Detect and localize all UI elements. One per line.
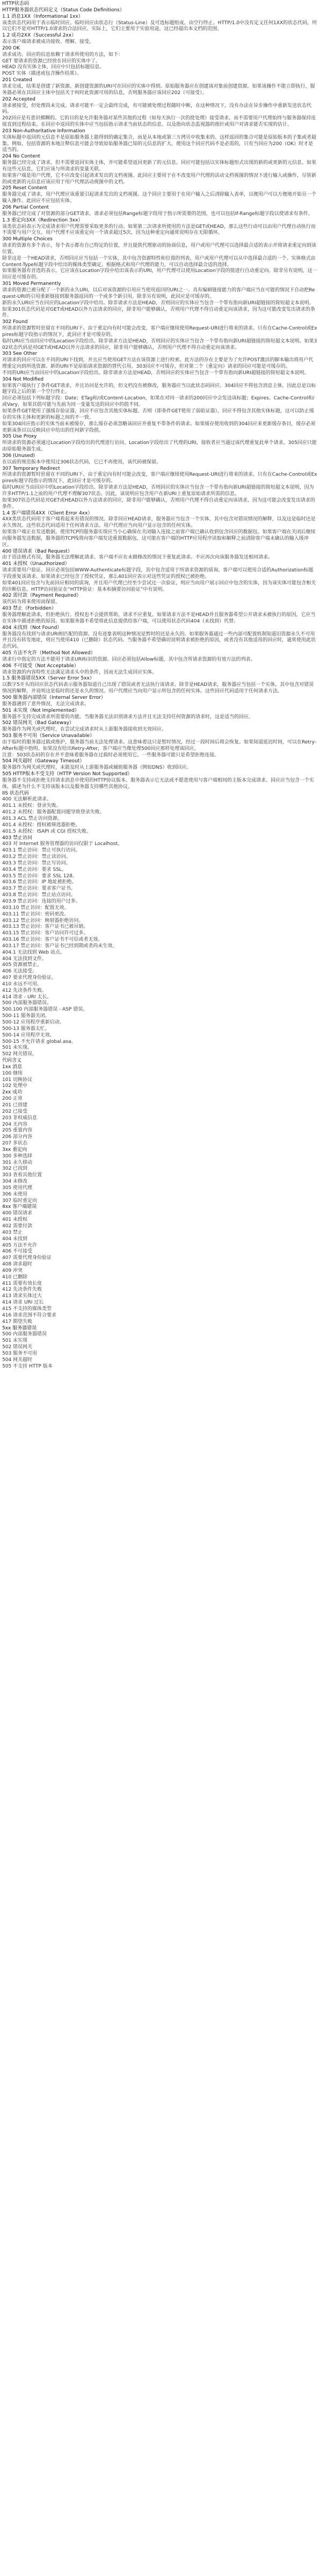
- section-heading: 201 Created: [2, 77, 32, 83]
- section-heading: 1.4 客户端错误4XX（Client Error 4xx）: [2, 510, 93, 516]
- text-line: 415 不支持的媒体类型: [2, 1306, 52, 1312]
- text-line: 501 未实现。: [2, 1045, 33, 1051]
- text-line: 500.100 内部服务器错误 - ASP 错误。: [2, 1007, 88, 1013]
- text-line: 302 已找到: [2, 1166, 28, 1172]
- section-heading: 307 Temporary Redirect: [2, 466, 60, 471]
- text-line: 500-12 应用程序重新启动。: [2, 1020, 64, 1025]
- text-line: 403.1 禁止访问：禁止可执行访问。: [2, 848, 81, 854]
- text-line: 不同的URI应当由回应中的Location字段给出。除非请求方法是HEAD，否则回应的实体应当包含一个带有指向新URI超链接的简短超文本说明。: [2, 370, 309, 376]
- text-line: 服务器不支持完成请求所需要的功能。当服务器无法识别请求方法并且无法支持任何资源的请求时，这是适当的回应。: [2, 714, 254, 720]
- text-line: 300 多种选择: [2, 1153, 33, 1159]
- text-line: 在以前的规范版本中使用过306状态代码，它已不再使用，该代码被保留。: [2, 459, 162, 465]
- text-line: 服务器不支持或拒绝支持请求消息中使用的HTTP协议版本。服务器表示它无法或不愿意使用与客户端相同的主版本完成请求。回应应当包含一个实体，描述为什么不支持该版本以及服务器支持哪些其他协议。: [2, 777, 315, 790]
- text-line: 408 请求超时: [2, 1262, 33, 1268]
- text-line: 如果客户端执行了条件GET请求，并且访问是允许的，但文档没有被修改，服务器应当以此状态码回应。304回应不得包含消息主体，因此总是以标题字段之后的第一个空行终止。: [2, 383, 316, 395]
- section-heading: 404 未找到（Not Found）: [2, 625, 62, 631]
- section-heading: 403 禁止（Forbidden）: [2, 606, 56, 612]
- text-line: 301 永久移动: [2, 1160, 33, 1165]
- text-line: 404.1 无法找到 Web 站点。: [2, 949, 65, 955]
- text-line: 403.7 禁止访问：要求客户证书。: [2, 886, 76, 892]
- text-line: 307 临时重定向: [2, 1198, 38, 1204]
- text-line: 请求成功。回应的信息依赖于请求所使用的方法，如下：: [2, 52, 123, 58]
- text-line: 410 已删除: [2, 1274, 28, 1280]
- text-line: 404 无法找到文件。: [2, 956, 47, 962]
- text-line: 403.8 禁止访问：禁止站点访问。: [2, 892, 76, 898]
- section-heading: 205 Reset Content: [2, 185, 47, 191]
- text-line: 500 内部服务器错误。: [2, 1000, 52, 1006]
- section-heading: 505 HTTP版本不受支持（HTTP Version Not Supported）: [2, 771, 133, 777]
- text-line: HEAD 没有实体主体，回应中只包括标题信息。: [2, 65, 105, 70]
- text-line: 服务器作为网关或代理时，未能及时从上游服务器或辅助服务器（例如DNS）收到回应。: [2, 765, 192, 771]
- section-heading: 405 方法不允许（Method Not Allowed）: [2, 650, 96, 656]
- text-line: 403.13 禁止访问：客户证书已被吊销。: [2, 924, 89, 930]
- text-line: 如果301状态代码是对GET或HEAD以外方法请求的回应，除非用户能够确认，否则用户代理不得自动重定向该请求，因为这可能改变发出请求的条件。: [2, 306, 315, 319]
- text-line: 如果304回应指示的实体当前未被缓存，那么缓存必须忽略该回应并重复不带条件的请求。如果缓存使用收到的304回应来更新缓存条目，缓存必须更新该条目以反映回应中给出的任何新字段值。: [2, 421, 316, 433]
- section-heading: 503 服务不可用（Service Unavailable）: [2, 733, 95, 739]
- text-line: 401.5 未授权：ISAPI 或 CGI 授权失败。: [2, 828, 91, 834]
- text-line: 服务器没有找到与请求URI相匹配的资源。没有迹象表明这种情况是暂时的还是永久的。如果服务器通过一些内部可配置机制知道旧资源永久不可用并且没有转发地址，则应当使用410（已删除）状态代码。当服务器不希望确切说明请求被拒绝的原因，或者没有其他适用的回应时，通常使用此状态代码。: [2, 631, 316, 650]
- text-line: 205 重置内容: [2, 1128, 33, 1134]
- text-line: 由于语法格式有误，服务器无法理解此请求。客户端不应在未做修改的情况下重复此请求。不应再次向该服务器发送相同请求。: [2, 555, 273, 561]
- text-line: 403 对 Internet 服务管理器的访问仅限于 Localhost。: [2, 841, 123, 847]
- text-line: 203 非权威信息: [2, 1115, 38, 1121]
- text-line: 服务器遇到了意外情况，无法完成请求。: [2, 701, 90, 707]
- section-heading: 203 Non-Authoritative Information: [2, 128, 85, 134]
- section-heading: 501 未实现（Not Implemented）: [2, 707, 79, 713]
- text-line: 404 未找到: [2, 1236, 28, 1242]
- text-line: 305 使用代理: [2, 1185, 33, 1191]
- text-line: 102 处理中: [2, 1083, 28, 1089]
- text-line: 表示客户端请求被成功接收、理解、接受。: [2, 39, 94, 45]
- section-heading: 1xx 消息: [2, 1064, 23, 1070]
- section-heading: 204 No Content: [2, 154, 40, 160]
- text-line: 除非这是一个HEAD请求，否则回应应当包括一个实体，其中包含资源特性和位置的列表，用户或用户代理可以从中选择最合适的一个。实体格式由Content-Type标题字段中给出的媒体类型确定。根据格式和用户代理的能力，可以自动选择最合适的选择。: [2, 255, 316, 268]
- text-line: 请求资源的内容特性无法满足请求头中的条件，因而无法生成回应实体。: [2, 669, 157, 675]
- text-line: 401.4 未授权：授权被筛选器拒绝。: [2, 822, 81, 828]
- text-line: 202回应是有意识模糊的。它的目的是允许服务器对某些其他的过程（如每天执行一次的批处理）接受请求，而不需要用户代理始终与服务器保持连接直到过程结束。在回应中返回的实体中应当包括指示请求当前状态的信息、以及指向状态监视器的指针或用户对请求能否实现的估计。: [2, 116, 316, 128]
- section-heading: 502 错误网关（Bad Gateway）: [2, 720, 75, 726]
- section-heading: 1.3 重定向3XX（Redirection 3xx）: [2, 217, 83, 223]
- section-heading: 1.1 消息1XX（Informational 1xx）: [2, 13, 83, 19]
- text-line: 临时URI应当由回应中的Location字段给出。除非请求方法是HEAD，否则回应的实体应当包含一个带有指向新URI超链接的简短超文本说明，因为许多HTTP/1.1之前的用户代理不理解307状态。因此，该说明应包含用户在新URI上重复原始请求所需的信息。: [2, 485, 314, 497]
- text-line: 414 请求 - URI 太长。: [2, 994, 52, 1000]
- text-line: 所请求的资源暂时驻留在不同的URI下。由于重定向有时可能会改变，客户端应继续使用Request-URI进行将来的请求。只有在Cache-Control或Expires标题字段指示的情况下，此回应才是可缓存的。: [2, 326, 317, 338]
- section-heading: 305 Use Proxy: [2, 434, 37, 440]
- text-line: 如果条件GET使用了强缓存验证器，回应不应包含其他实体标题。否则（即条件GET使用了弱验证器），回应不得包含其他实体标题，这可以防止缓存的实体主体和更新的标题之间的不一致。: [2, 409, 314, 420]
- text-line: 403.11 禁止访问：密码更改。: [2, 911, 69, 917]
- text-line: 403.10 禁止访问：配置无效。: [2, 905, 69, 911]
- text-line: 403.16 禁止访问：客户证书不可信或者无效。: [2, 937, 103, 943]
- text-line: 401.1 未授权：登录失败。: [2, 803, 61, 809]
- text-line: 临时URI应当由回应中的Location字段给出。除非请求方法是HEAD，否则回应的实体应当包含一个带有指向新URI超链接的简短超文本说明。如果302状态代码是对GET或HEAD以外方法请求的回应，除非用户能够确认，否则用户代理不得自动重定向该请求。: [2, 338, 317, 350]
- text-line: 306 未使用: [2, 1191, 28, 1197]
- text-line: 406 无法接受。: [2, 969, 38, 975]
- text-line: 如果客户端正在发送数据，使用TCP的服务器实现应当小心确保在关闭输入连接之前客户端已确认收到包含回应的数据包。如果客户端在关闭后继续向服务器发送数据，服务器的TCP栈将向客户端发送重置数据包，这可能在客户端的HTTP应用程序读取和解释之前清除客户端未确认的输入缓冲区。: [2, 529, 316, 548]
- text-line: 101 切换协议: [2, 1077, 33, 1083]
- text-line: 该类状态码表示为完成请求用户代理需要采取更多的行动。如果第二次请求所使用的方法是GET或HEAD，那么这些行动可以由用户代理自动执行而不需要与用户交互。用户代理不应该重定向一个请求超过5次，因为这种重定向通常说明存在无限循环。: [2, 224, 316, 236]
- text-line: 请求被接受，但处理尚未完成。请求可能不一定会最终完成，有可能被处理过程随时中断，在这种情况下，没有办法在异步操作中重新发送状态代码。: [2, 103, 312, 115]
- text-line: 所请求的资源暂时驻留在不同的URI下。由于重定向有时可能会改变，客户端应继续使用Request-URI进行将来的请求。只有在Cache-Control或Expires标题字段指示的情况下，此回应才是可缓存的。: [2, 472, 317, 484]
- text-line: 该类状态代码用于表示临时回应。临时回应由状态行（Status-Line）及可选标题组成，由空行终止。HTTP/1.0中没有定义任何1XX的状态代码，所以它们不是对HTTP/1.0请求的合法回应。实际上，它们主要用于实验用途，这已经超出本文档的范围。: [2, 20, 317, 32]
- text-line: 403.3 禁止访问：禁止写访问。: [2, 860, 71, 866]
- text-line: 417 期望失败: [2, 1319, 33, 1325]
- section-heading: HTTP服务器状态代码定义（Status Code Definitions）: [2, 7, 125, 13]
- text-line: 500-13 服务器太忙。: [2, 1026, 50, 1032]
- section-heading: 303 See Other: [2, 351, 38, 357]
- section-heading: 406 不可接受（Not Acceptable）: [2, 663, 79, 669]
- text-line: 410 永远不可用。: [2, 981, 42, 987]
- text-line: 304 未修改: [2, 1179, 28, 1185]
- text-line: 如果客户端是用户代理，它不应改变引起请求发出的文档视图。此回应主要用于在不改变用户代理的活动文档视图的情况下进行输入或操作，尽管新的或更新的元信息应该应用于用户代理活动视图中的文档。: [2, 173, 317, 185]
- text-line: 303 查看其他位置: [2, 1172, 42, 1178]
- text-line: GET 要请求的资源已经放在回应的实体中了。: [2, 58, 101, 64]
- section-heading: 1.5 服务器错误5XX（Server Error 5xx）: [2, 676, 94, 682]
- section-heading: 304 Not Modified: [2, 376, 44, 382]
- section-heading: 202 Accepted: [2, 96, 35, 102]
- text-line: 401.2 未授权：服务器配置问题导致登录失败。: [2, 810, 105, 815]
- text-line: 对请求的回应可以在不同的URI下找到，并且应当使用GET方法在该资源上进行检索。此方法的存在主要是为了允许POST激活的脚本输出将用户代理重定向到所选资源。新的URI不是原始请求资源的替代引用。303回应不可缓存，但对第二个（重定向）请求的回应可能是可缓存的。: [2, 357, 314, 370]
- section-heading: 302 Found: [2, 319, 28, 325]
- text-line: 207 多状态: [2, 1141, 28, 1147]
- text-line: 412 先决条件失败: [2, 1287, 42, 1293]
- text-line: 403 禁止: [2, 1229, 23, 1235]
- text-line: 403.12 禁止访问：映射器拒绝访问。: [2, 918, 84, 924]
- text-line: 412 先决条件失败。: [2, 988, 47, 993]
- text-line: 如果401回应包含与先前回应相同的质询，并且用户代理已经至少尝试过一次验证，则应当向用户展示回应中包含的实体，因为该实体可能包含相关的诊断信息。HTTP访问验证在“HTTP验证：基本和摘要访问验证”中有说明。: [2, 580, 316, 592]
- section-heading: IIS 状态代码: [2, 790, 29, 796]
- text-line: 201 已创建: [2, 1102, 28, 1108]
- text-line: 以数字5开头的回应状态代码表示服务器知道自己出现了错误或者无法执行该请求。除非是HEAD请求，服务器应当包括一个实体，其中包含对错误情况的解释，并说明这是临时的还是永久的情况。用户代理应当向用户显示所包含的任何实体。这些回应代码适用于任何请求方法。: [2, 682, 314, 695]
- section-heading: 206 Partial Content: [2, 205, 49, 210]
- text-line: 414 请求 URI 过长: [2, 1300, 44, 1306]
- text-line: 403.5 禁止访问：要求 SSL 128。: [2, 873, 77, 879]
- text-line: 502 错误网关: [2, 1344, 33, 1350]
- text-line: 实体标题中返回的元信息不是原始服务器上能得到的确定集合，而是从本地或第三方拷贝中收集来的。这样返回的集合可能是原始版本的子集或者超集。例如，包括资源的本地注释信息可能会导致原始服务器已知的元信息的扩大。使用这个回应代码不是必需的，只有当回应为200（OK）时才是适当的。: [2, 134, 317, 153]
- section-heading: 200 OK: [2, 45, 20, 51]
- text-line: 405 方法不允许: [2, 1242, 38, 1248]
- text-line: 该代码为将来使用而保留。: [2, 599, 61, 605]
- text-line: 409 冲突: [2, 1268, 23, 1273]
- section-heading: 403 禁止访问: [2, 835, 33, 841]
- text-line: 503 服务不可用: [2, 1350, 38, 1356]
- text-line: 501 未实现: [2, 1338, 28, 1344]
- text-line: 403.6 禁止访问：IP 地址被拒绝。: [2, 879, 77, 885]
- text-line: 请求的资源已被分配了一个新的永久URI，以后对该资源的引用应当使用返回的URI之一。具有编辑链接能力的客户端应当在可能的情况下自动把Request-URI的引用重新链接到服务器返回的一个或多个新引用。除非另有说明，此回应是可缓存的。: [2, 287, 315, 299]
- section-heading: 代码含义: [2, 1058, 22, 1064]
- text-line: 411 需要有效长度: [2, 1280, 42, 1286]
- text-line: 请求行中指定的方法不能用于请求URI标识的资源。回应必须包括Allow标题，其中包含所请求资源的有效方法的列表。: [2, 656, 256, 662]
- text-line: 403.9 禁止访问：连接的用户过多。: [2, 898, 81, 904]
- section-heading: 401 未授权（Unauthorized）: [2, 561, 70, 567]
- text-line: 4XX类状态代码用于客户端看起来有错误的情况。除非回应HEAD请求，服务器应当包含一个实体，其中包含对错误情况的解释，以及这是临时还是永久情况。这些状态代码适用于任何请求方法。用户代理应当向用户显示包含的任何实体。: [2, 517, 316, 529]
- text-line: 202 已接受: [2, 1108, 28, 1114]
- text-line: 100 继续: [2, 1070, 23, 1076]
- text-line: 新的永久URI应当在回应的Location字段中给出。除非请求方法是HEAD，否则回应的实体应当包含一个带有指向新URI超链接的简短超文本说明。: [2, 300, 314, 306]
- text-line: 403.4 禁止访问：要求 SSL。: [2, 867, 67, 872]
- text-line: 403.17 禁止访问：客户证书已经到期或者尚未生效。: [2, 943, 118, 949]
- text-line: 200 正常: [2, 1096, 23, 1102]
- section-heading: 1.2 成功2XX（Successful 2xx）: [2, 33, 77, 39]
- text-line: 服务器理解此请求，但拒绝执行。授权也不会提供帮助，请求不应重复。如果请求方法不是HEAD并且服务器希望公开请求未被执行的原因，它应当在实体中描述拒绝的原因。如果服务器不希望将此信息提供给客户端，可以使用状态代码404（未找到）代替。: [2, 612, 316, 624]
- section-heading: 400 错误请求（Bad Request）: [2, 548, 72, 554]
- text-line: 500-15 不允许请求 global.asa。: [2, 1039, 76, 1044]
- text-line: 400 错误请求: [2, 1211, 33, 1217]
- text-line: 回应必须包括下列标题字段：Date；ETag和/或Content-Location，如果在对同一请求的200回应中会发送该标题；Expires、Cache-Control和/或Vary，如果其值可能与先前为同一变量发送的回应中的值不同。: [2, 396, 315, 408]
- section-heading: 504 网关超时（Gateway Timeout）: [2, 759, 85, 764]
- text-line: 504 网关超时: [2, 1357, 33, 1363]
- text-line: 204 无内容: [2, 1121, 28, 1127]
- text-line: 请求完成，结果是创建了新资源。新创建资源的URI可在回应的实体中得到。原始服务器应在创建该对象前创建资源。如果该操作不能立即执行，服务器必须在其回应主体中包括关于何时此资源可用的信息，否则服务器应该回应202（可接受）。: [2, 83, 315, 96]
- section-heading: 301 Moved Permanently: [2, 281, 61, 287]
- text-line: 401.3 ACL 禁止访问资源。: [2, 816, 62, 821]
- text-line: 400 无法解析此请求。: [2, 797, 52, 803]
- section-heading: 402 需付款（Payment Required）: [2, 593, 82, 599]
- text-line: 500-14 应用程序无效。: [2, 1032, 55, 1038]
- text-line: 403.15 禁止访问：客户访问许可过多。: [2, 931, 89, 936]
- text-line: 所请求的资源必须通过Location字段给出的代理进行访问。Location字段给出了代理的URI，接收者应当通过该代理重复此单个请求。305回应只能由原始服务器生成。: [2, 440, 317, 453]
- text-line: 服务器已经完成了请求，但不需要返回实体主体，并可能希望返回更新了的元信息。回应可能包括以实体标题形式出现的新的或更新的元信息。如果有这些元信息，它们应该与所请求的变量关联。: [2, 160, 317, 172]
- text-line: 403.2 禁止访问：禁止读访问。: [2, 854, 71, 860]
- text-line: 如果307状态代码是对GET或HEAD以外方法请求的回应，除非用户能够确认，否则用户代理不得自动重定向该请求，因为这可能会改变发出请求的条件。: [2, 497, 315, 510]
- text-line: 206 部分内容: [2, 1134, 33, 1140]
- text-line: POST 实体（描述或包含操作结果）。: [2, 71, 82, 77]
- text-line: 407 需要代理身份验证: [2, 1255, 52, 1261]
- text-line: 502 网关错误。: [2, 1051, 38, 1057]
- text-line: 如果服务器有首选的表示，它应该在Location字段中给出该表示的URI，用户代理可以使用Location字段的值进行自动重定向。除非另有说明，这一回应是可缓存的。: [2, 268, 317, 281]
- section-heading: 4xx 客户端错误: [2, 1204, 37, 1210]
- section-heading: 5xx 服务器错误: [2, 1325, 37, 1331]
- section-heading: 2xx 成功: [2, 1090, 23, 1096]
- text-line: 500 内部服务器错误: [2, 1332, 47, 1337]
- text-line: 416 请求范围不符合要求: [2, 1312, 57, 1318]
- text-line: 413 请求实体过大: [2, 1293, 42, 1299]
- text-line: 407 要求代理身份验证。: [2, 975, 57, 981]
- text-line: 请求需要用户验证。回应必须包括WWW-Authenticate标题字段，其中包含适用于所请求资源的质询。客户端可以使用合适的Authorization标题字段重复该请求。如果请求已经包含了授权凭证，那么401回应表示对这些凭证的授权已被拒绝。: [2, 568, 314, 579]
- text-line: 服务器已经完成了对资源的部分GET请求。请求必须包括Range标题字段用于指示所需要的范围，也可以包括If-Range标题字段以使请求有条件。: [2, 211, 313, 217]
- text-line: 401 未授权: [2, 1217, 28, 1223]
- text-line: 505 不支持 HTTP 版本: [2, 1363, 53, 1369]
- section-heading: 300 Multiple Choices: [2, 237, 53, 242]
- text-line: 500-11 服务器关闭。: [2, 1013, 50, 1019]
- section-heading: 3xx 重定向: [2, 1147, 27, 1153]
- text-line: 服务器完成了请求，用户代理应该重置引起请求发出的文档视图。这个回应主要用于在用户输入之后清除输入表单，以便用户可以方便地开始另一个输入操作。此回应不应包括实体。: [2, 192, 317, 204]
- text-line: 服务器作为网关或代理时，在尝试完成请求时从上游服务器接收到无效回应。: [2, 727, 167, 733]
- section-heading: 500 服务器内部错误（Internal Server Error）: [2, 695, 106, 700]
- document-title: HTTP状态码: [2, 1, 30, 6]
- text-line: 402 需要付款: [2, 1223, 33, 1229]
- text-line: 406 不可接受: [2, 1249, 33, 1255]
- text-line: 请求的资源有多个表示，每个表示都有自己特定的位置，并且提供代理驱动的协商信息，用户或用户代理可以选择最合适的表示并将请求重定向到该位置。: [2, 243, 317, 255]
- text-line: 由于临时的服务器过载或维护，服务器当前无法处理请求。这意味着这只是暂时情况，经过一段时间后将会恢复。如果知道延迟时间，可以在Retry-After标题中指明。如果没有给出Retry-After，客户端应当像处理500回应那样处理该回应。: [2, 739, 317, 752]
- text-line: 注意：503状态码的存在并不意味着服务器在过载时必须使用它。一些服务器可能只是希望拒绝连接。: [2, 752, 220, 758]
- text-line: 405 资源被禁止。: [2, 962, 42, 968]
- section-heading: 306 (Unused): [2, 453, 35, 459]
